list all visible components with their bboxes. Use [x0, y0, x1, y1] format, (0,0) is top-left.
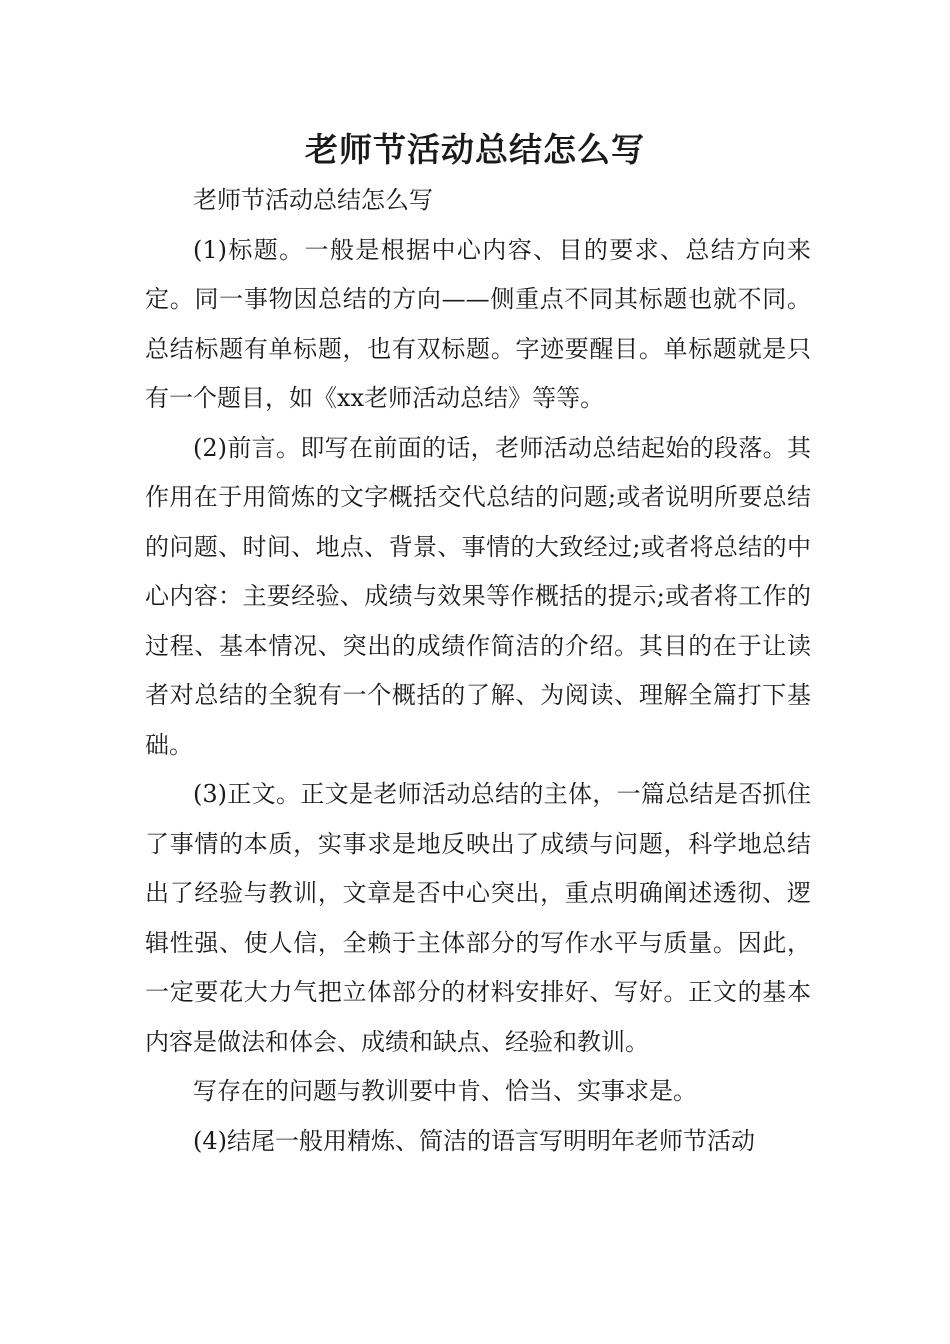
- document-title: 老师节活动总结怎么写: [305, 130, 645, 169]
- paragraph-problems-note: 写存在的问题与教训要中肯、恰当、实事求是。: [193, 1077, 697, 1105]
- paragraph-subtitle: 老师节活动总结怎么写: [193, 186, 433, 214]
- paragraph-title-section: (1)标题。一般是根据中心内容、目的要求、总结方向来定。同一事物因总结的方向——侧重点不同其标题也就不同。总结标题有单标题，也有双标题。字迹要醒目。单标题就是只有一个题目，如《xx老师活动总结》等等。: [145, 235, 811, 412]
- paragraph-body-section: (3)正文。正文是老师活动总结的主体，一篇总结是否抓住了事情的本质，实事求是地反映出了成绩与问题，科学地总结出了经验与教训，文章是否中心突出，重点明确阐述透彻、逻辑性强、使人信，全赖于主体部分的写作水平与质量。因此，一定要花大力气把立体部分的材料安排好、写好。正文的基本内容是做法和体会、成绩和缺点、经验和教训。: [145, 780, 811, 1056]
- paragraph-preface-section: (2)前言。即写在前面的话，老师活动总结起始的段落。其作用在于用简炼的文字概括交代总结的问题;或者说明所要总结的问题、时间、地点、背景、事情的大致经过;或者将总结的中心内容：主要经验、成绩与效果等作概括的提示;或者将工作的过程、基本情况、突出的成绩作简洁的介绍。其目的在于让读者对总结的全貌有一个概括的了解、为阅读、理解全篇打下基础。: [145, 433, 811, 759]
- paragraph-ending-section: (4)结尾一般用精炼、简洁的语言写明明年老师节活动: [193, 1126, 755, 1155]
- document-body: [145, 176, 811, 1166]
